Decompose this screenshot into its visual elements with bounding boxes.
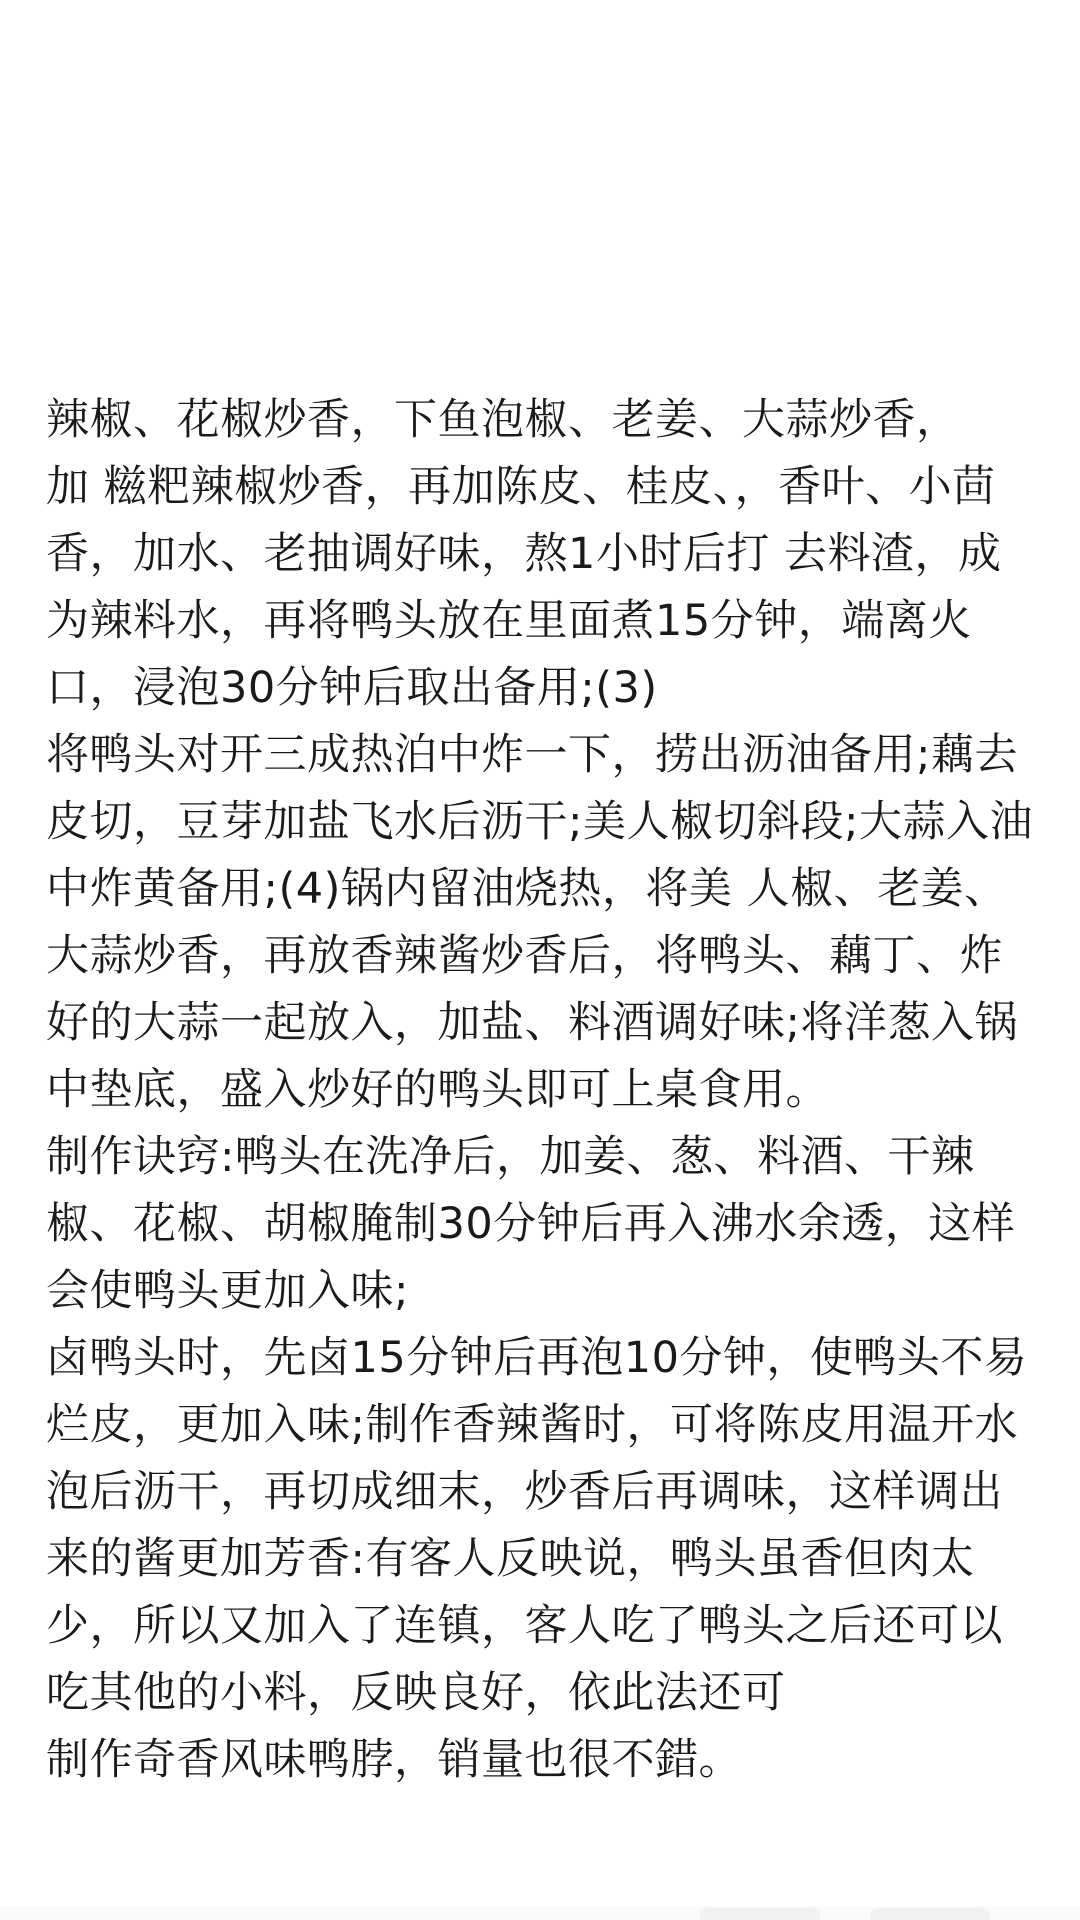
text-line: 中垫底，盛入炒好的鸭头即可上桌食用。 <box>46 1065 829 1115</box>
text-line: 为辣料水，再将鸭头放在里面煮15分钟，端离火 <box>46 596 972 646</box>
text-line: 中炸黄备用;(4)锅内留油烧热，将美 人椒、老姜、 <box>46 864 1008 914</box>
text-line: 椒、花椒、胡椒腌制30分钟后再入沸水余透，这样 <box>46 1199 1016 1249</box>
text-line: 烂皮，更加入味;制作香辣酱时，可将陈皮用温开水 <box>46 1400 1018 1450</box>
text-line: 制作奇香风味鸭脖，销量也很不錯。 <box>46 1735 742 1785</box>
bottom-chip <box>870 1908 990 1920</box>
text-line: 吃其他的小料，反映良好，依此法还可 <box>46 1668 786 1718</box>
article-text <box>46 387 1056 1794</box>
text-line: 将鸭头对开三成热泊中炸一下，捞出沥油备用;藕去 <box>46 730 1018 780</box>
text-line: 加 糍粑辣椒炒香，再加陈皮、桂皮、，香叶、小茴 <box>46 462 996 512</box>
text-line: 卤鸭头时，先卤15分钟后再泡10分钟，使鸭头不易 <box>46 1333 1028 1383</box>
text-line: 皮切，豆芽加盐飞水后沥干;美人椒切斜段;大蒜入油 <box>46 797 1033 847</box>
text-line: 制作诀窍:鸭头在洗净后，加姜、葱、料酒、干辣 <box>46 1132 975 1182</box>
text-line: 会使鸭头更加入味; <box>46 1266 409 1316</box>
text-line: 口，浸泡30分钟后取出备用;(3) <box>46 663 658 713</box>
bottom-edge <box>0 1906 1080 1920</box>
text-line: 泡后沥干，再切成细末，炒香后再调味，这样调出 <box>46 1467 1003 1517</box>
text-line: 少，所以又加入了连镇，客人吃了鸭头之后还可以 <box>46 1601 1003 1651</box>
text-line: 大蒜炒香，再放香辣酱炒香后，将鸭头、藕丁、炸 <box>46 931 1003 981</box>
text-line: 好的大蒜一起放入，加盐、料酒调好味;将洋葱入锅 <box>46 998 1018 1048</box>
bottom-chip <box>700 1908 820 1920</box>
text-line: 辣椒、花椒炒香，下鱼泡椒、老姜、大蒜炒香， <box>46 395 960 445</box>
text-line: 来的酱更加芳香:有客人反映说，鸭头虽香但肉太 <box>46 1534 975 1584</box>
text-line: 香，加水、老抽调好味，熬1小时后打 去料渣，成 <box>46 529 1002 579</box>
